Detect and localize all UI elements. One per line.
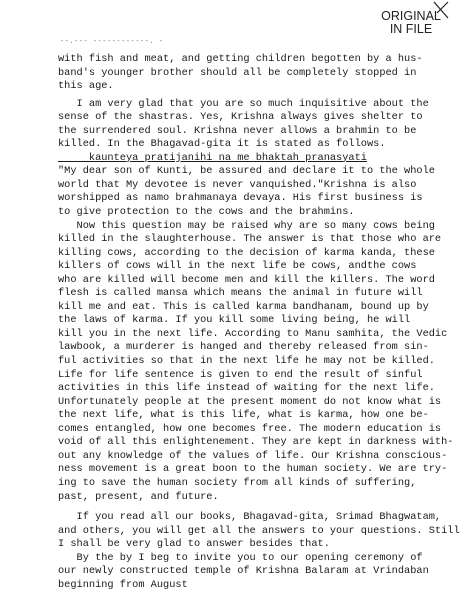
text-line: activities in this life instead of waiting for the next life. xyxy=(58,382,435,395)
text-line: band's younger brother should all be completely stopped in xyxy=(58,66,417,79)
text-line: the next life, what is this life, what is karma, how one be- xyxy=(58,409,429,422)
text-line: ing to save the human society from all kinds of suffering, xyxy=(58,476,417,489)
text-line: killed in the slaughterhouse. The answer is that those who are xyxy=(58,233,442,246)
text-line: If you read all our books, Bhagavad-gita, Srimad Bhagwatam, xyxy=(58,511,442,524)
stamp-check-mark xyxy=(432,0,452,20)
text-line: kill me and eat. This is called karma bandhanam, bound up by xyxy=(58,300,429,313)
text-line: beginning from August xyxy=(58,578,188,591)
text-line: out any knowledge of the values of life. Our Krishna conscious- xyxy=(58,449,448,462)
text-line: void of all this enlightenement. They are kept in darkness with- xyxy=(58,436,454,449)
text-line: to give protection to the cows and the brahmins. xyxy=(58,206,355,219)
paragraph-1 xyxy=(58,53,450,94)
text-line: worshipped as namo brahmanaya devaya. His first business is xyxy=(58,192,423,205)
text-line: By the by I beg to invite you to our opening ceremony of xyxy=(58,551,423,564)
text-line: who are killed will become men and kill the killers. The word xyxy=(58,273,435,286)
text-line: killed. In the Bhagavad-gita it is stated as follows. xyxy=(58,138,386,151)
text-line: world that My devotee is never vanquished."Krishna is also xyxy=(58,178,417,191)
text-line: kill you in the next life. According to Manu samhita, the Vedic xyxy=(58,327,448,340)
text-line: comes entangled, how one becomes free. The modern education is xyxy=(58,422,442,435)
text-line: the surrendered soul. Krishna never allows a brahmin to be xyxy=(58,124,417,137)
sanskrit-verse: kaunteya pratijanihi na me bhaktah pranasyati xyxy=(58,151,367,164)
text-line: ness movement is a great boon to the human society. We are try- xyxy=(58,463,448,476)
text-line: the laws of karma. If you kill some living being, he will xyxy=(58,314,411,327)
text-line: killing cows, according to the decision of karma kanda, these xyxy=(58,246,435,259)
text-line: sense of the shastras. Yes, Krishna always gives shelter to xyxy=(58,111,423,124)
text-line: lawbook, a murderer is hanged and thereby released from sin- xyxy=(58,341,429,354)
paragraph-2 xyxy=(58,97,454,504)
text-line: our newly constructed temple of Krishna Balaram at Vrindaban xyxy=(58,565,429,578)
text-line: Now this question may be raised why are so many cows being xyxy=(58,219,435,232)
text-line: this age. xyxy=(58,80,114,93)
text-line: with fish and meat, and getting children begotten by a hus- xyxy=(58,53,423,65)
stamp-line-2: IN FILE xyxy=(389,22,433,36)
letter-body xyxy=(58,53,460,592)
text-line: ful activities so that in the next life he may not be killed. xyxy=(58,355,435,368)
paragraph-3 xyxy=(58,511,460,592)
text-line: Life for life sentence is given to end the result of sinful xyxy=(58,368,423,381)
page-header-fragment: --.--- ------------. - xyxy=(60,38,164,46)
text-line: "My dear son of Kunti, be assured and declare it to the whole xyxy=(58,165,435,178)
text-line: Unfortunately people at the present moment do not know what is xyxy=(58,395,442,408)
text-line: and others, you will get all the answers to your questions. Still xyxy=(58,524,460,537)
text-line: flesh is called mansa which means the animal in future will xyxy=(58,287,423,300)
text-line: killers of cows will in the next life be cows, andthe cows xyxy=(58,260,417,273)
text-line: I am very glad that you are so much inquisitive about the xyxy=(58,97,429,110)
text-line: past, present, and future. xyxy=(58,490,219,503)
stamp-line-1: ORIGINAL xyxy=(381,9,441,23)
text-line: I shall be very glad to answer besides that. xyxy=(58,538,330,551)
